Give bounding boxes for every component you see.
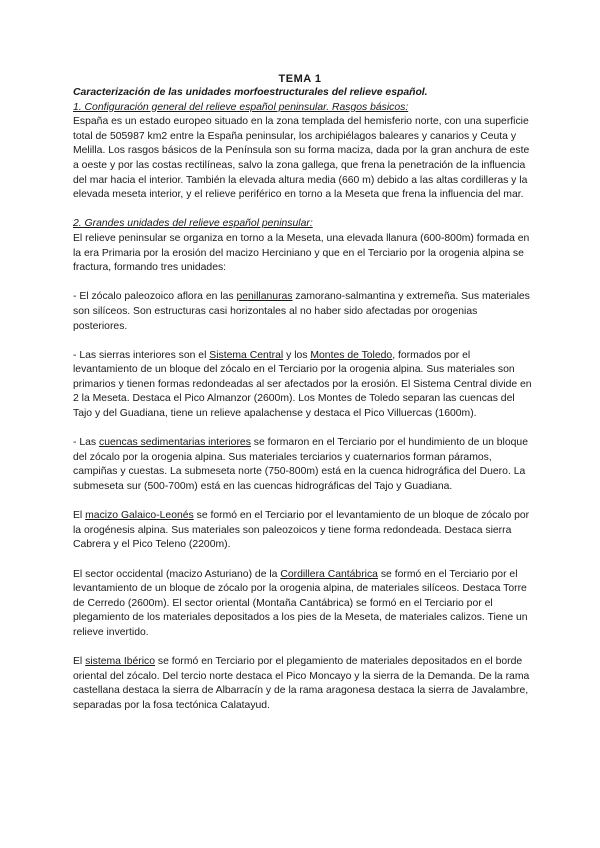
text: - Las sierras interiores son el [73,349,210,361]
paragraph-cuencas [73,436,533,494]
text: se formó en el Terciario por el levantamiento de un bloque de zócalo por la orogenia alpina, de materiales silíceos. Destaca Torre de Cerredo (2600m). El sector oriental (Montaña Cantábrica) se formó en el Terciario por el plegamiento de los materiales depositados a los pies de la Meseta, de materiales calizos. Tiene un relieve invertido. [73,568,528,638]
term-macizo-galaico-leones: macizo Galaico-Leonés [85,510,194,522]
term-sistema-central: Sistema Central [209,349,284,361]
paragraph-cantabrica [73,568,533,641]
section-2-intro: El relieve peninsular se organiza en torno a la Meseta, una elevada llanura (600-800m) formada en la era Primaria por la erosión del macizo Herciniano y que en el Terciario por la orogenia alpina se fractura, formando tres unidades: [73,232,530,274]
text: se formó en el Terciario por el levantamiento de un bloque de zócalo por la orogénesis alpina. Sus materiales son paleozoicos y tiene forma redondeada. Destaca sierra Cabrera y el Pico Teleno (2200m). [73,510,530,551]
text: se formaron en el Terciario por el hundimiento de un bloque del zócalo por la orogenia alpina. Sus materiales terciarios y cuaternarios forman páramos, campiñas y cuestas. La submeseta norte (750-800m) está en la cuenca hidrográfica del Duero. La submeseta sur (500-700m) está en las cuencas hidrográficas del Tajo y Guadiana. [73,437,528,493]
text: - Las [73,437,99,449]
text: El [73,510,86,522]
text: El sector occidental (macizo Asturiano) de la [73,568,281,580]
paragraph-iberico [73,655,533,713]
term-cuencas-sedimentarias: cuencas sedimentarias interiores [99,437,251,449]
section-1-paragraph: España es un estado europeo situado en la zona templada del hemisferio norte, con una superficie total de 505987 km2 entre la España peninsular, los archipiélagos baleares y canarios y Ceuta y Melilla. Los rasgos básicos de la Península son su forma maciza, dada por la gran anchura de este a oeste y por las costas rectilíneas, salvo la zona gallega, que frena la penetración de la influencia del mar hacia el interior. También la elevada altura media (660 m) debido a las altas cordilleras y la elevada meseta interior, y el relieve periférico en torno a la Meseta que frena la influencia del mar. [73,116,530,201]
section-1-heading: 1. Configuración general del relieve español peninsular. Rasgos básicos: [73,101,409,113]
paragraph-zocalo [73,290,533,334]
document-subtitle: Caracterización de las unidades morfoestructurales del relieve español. [73,87,428,98]
text: , formados por el levantamiento de un bloque del zócalo en el Terciario por la orogenia alpina. Sus materiales son primarios y tienen formas redondeadas al ser afectados por la erosión. El Sistema Central divide en 2 la Meseta. Destaca el Pico Almanzor (2600m). Los Montes de Toledo separan las cuencas del Tajo y del Guadiana, tiene un relieve apalachense y destaca el Pico Villuercas (1600m). [73,349,532,420]
term-penillanuras: penillanuras [236,291,293,303]
term-sistema-iberico: sistema Ibérico [85,656,156,668]
document-title: TEMA 1 [278,73,322,85]
paragraph-sierras [73,349,533,422]
text: y los [283,349,311,361]
document-body [73,86,533,714]
term-cordillera-cantabrica: Cordillera Cantábrica [280,568,378,580]
section-2-heading: 2. Grandes unidades del relieve español peninsular: [73,218,313,230]
text: El [73,656,86,668]
text: se formó en Terciario por el plegamiento de materiales depositados en el borde oriental del zócalo. Del tercio norte destaca el Pico Moncayo y la sierra de la Demanda. De la rama castellana destaca la sierra de Albarracín y de la rama aragonesa destaca la sierra de Javalambre, separadas por la fosa tectónica Calatayud. [73,656,530,711]
paragraph-galaico [73,509,533,553]
text: zamorano-salmantina y extremeña. Sus materiales son silíceos. Son estructuras casi horizontales al no haber sido afectadas por orogenias posteriores. [73,291,530,332]
text: - El zócalo paleozoico aflora en las [73,291,237,303]
term-montes-de-toledo: Montes de Toledo [310,349,393,361]
